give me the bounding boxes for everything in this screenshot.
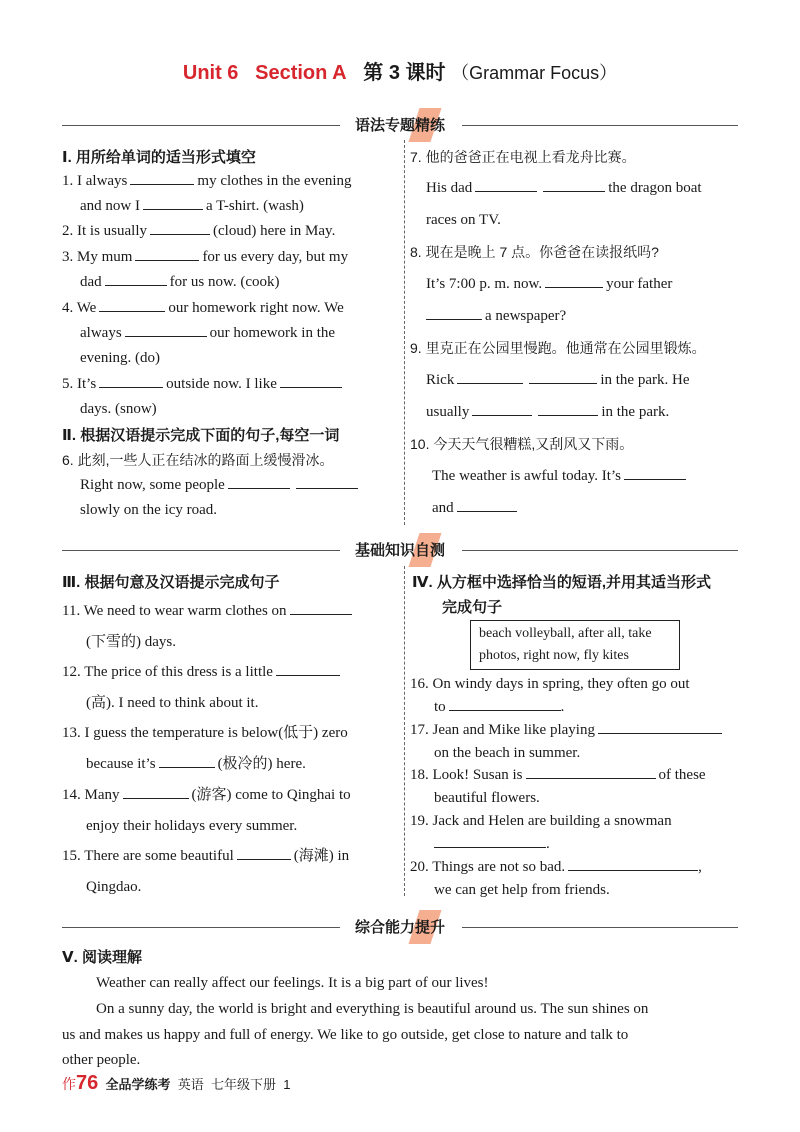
- lesson-label: 第 3 课时: [363, 62, 446, 84]
- section-banner-grammar: 语法专题精练: [354, 117, 445, 134]
- q18-line2: beautiful flowers.: [434, 790, 540, 806]
- q13-blank[interactable]: [159, 753, 215, 768]
- q5-line1: 5. It’s outside now. I like: [62, 373, 345, 395]
- q10-line2: and: [432, 497, 520, 519]
- q10-blank-2[interactable]: [457, 497, 517, 512]
- q8-chinese: 8. 现在是晚上 7 点。你爸爸在读报纸吗?: [410, 244, 659, 260]
- part2-heading: Ⅱ. 根据汉语提示完成下面的句子,每空一词: [62, 427, 340, 444]
- q9-blank-4[interactable]: [538, 401, 598, 416]
- q19-line2: .: [434, 833, 550, 855]
- phrase-box-line1: beach volleyball, after all, take: [479, 626, 652, 641]
- part4-heading-cont: 完成句子: [442, 599, 503, 616]
- q8-blank-1[interactable]: [545, 273, 603, 288]
- banner-rule-left: [62, 550, 340, 551]
- banner-rule-left: [62, 927, 340, 928]
- q2-line: 2. It is usually (cloud) here in May.: [62, 220, 335, 242]
- reading-para1: Weather can really affect our feelings. It is a big part of our lives!: [96, 975, 489, 991]
- q11-blank[interactable]: [290, 600, 352, 615]
- phrase-box: [470, 620, 680, 670]
- reading-para2-line3: other people.: [62, 1052, 141, 1068]
- q4-line2: always our homework in the: [80, 322, 335, 344]
- q10-blank-1[interactable]: [624, 465, 686, 480]
- q15-line1: 15. There are some beautiful (海滩) in: [62, 845, 349, 867]
- q7-blank-1[interactable]: [475, 177, 537, 192]
- q4-line1: 4. We our homework right now. We: [62, 297, 344, 319]
- q14-line2: enjoy their holidays every summer.: [86, 818, 298, 834]
- q12-blank[interactable]: [276, 661, 340, 676]
- banner-rule-right: [462, 550, 738, 551]
- q1-blank-1[interactable]: [130, 170, 194, 185]
- section-banner-basics: 基础知识自测: [354, 542, 445, 559]
- q5-line2: days. (snow): [80, 401, 157, 417]
- page-title: [0, 56, 800, 85]
- q5-blank-1[interactable]: [99, 373, 163, 388]
- footer-grade: 七年级下册: [210, 1077, 276, 1092]
- q4-line3: evening. (do): [80, 350, 160, 366]
- q9-chinese: 9. 里克正在公园里慢跑。他通常在公园里锻炼。: [410, 340, 706, 356]
- unit-label: Unit 6: [182, 62, 239, 84]
- q4-blank-2[interactable]: [125, 322, 207, 337]
- q12-line1: 12. The price of this dress is a little: [62, 661, 343, 683]
- footer-prefix: 作: [62, 1076, 76, 1092]
- q7-blank-2[interactable]: [543, 177, 605, 192]
- q16-line1: 16. On windy days in spring, they often go out: [410, 676, 690, 692]
- q16-blank[interactable]: [449, 696, 561, 711]
- q10-line1: The weather is awful today. It’s: [432, 465, 689, 487]
- q8-line1: It’s 7:00 p. m. now. your father: [426, 273, 672, 295]
- banner-rule-left: [62, 125, 340, 126]
- q13-line2: because it’s (极冷的) here.: [86, 753, 306, 775]
- q18-line1: 18. Look! Susan is of these: [410, 764, 706, 786]
- q16-line2: to .: [434, 696, 564, 718]
- q20-line2: we can get help from friends.: [434, 882, 610, 898]
- part4-heading: Ⅳ. 从方框中选择恰当的短语,并用其适当形式: [412, 574, 711, 591]
- footer-book: 全品学练考: [105, 1077, 171, 1092]
- q9-line2: usually in the park.: [426, 401, 669, 423]
- q7-chinese: 7. 他的爸爸正在电视上看龙舟比赛。: [410, 149, 636, 165]
- q10-chinese: 10. 今天天气很糟糕,又刮风又下雨。: [410, 436, 634, 452]
- q6-blank-1[interactable]: [228, 474, 290, 489]
- part1-heading: Ⅰ. 用所给单词的适当形式填空: [62, 149, 256, 166]
- q1-blank-2[interactable]: [143, 195, 203, 210]
- q12-line2: (高). I need to think about it.: [86, 695, 259, 711]
- q8-line2: a newspaper?: [426, 305, 566, 327]
- q3-blank-2[interactable]: [105, 271, 167, 286]
- phrase-box-line2: photos, right now, fly kites: [479, 648, 629, 663]
- q9-line1: Rick in the park. He: [426, 369, 689, 391]
- focus-label: （Grammar Focus）: [451, 63, 618, 83]
- section-banner-advanced: 综合能力提升: [354, 919, 445, 936]
- q6-line2: slowly on the icy road.: [80, 502, 218, 518]
- part3-heading: Ⅲ. 根据句意及汉语提示完成句子: [62, 574, 280, 591]
- footer-subject: 英语: [177, 1077, 204, 1092]
- footer-num: 1: [283, 1077, 291, 1092]
- q14-line1: 14. Many (游客) come to Qinghai to: [62, 784, 351, 806]
- reading-para2-line2: us and makes us happy and full of energy. We like to go outside, get close to nature and talk to: [62, 1027, 629, 1043]
- q17-line2: on the beach in summer.: [434, 745, 581, 761]
- q7-line1: His dad the dragon boat: [426, 177, 702, 199]
- q3-line1: 3. My mum for us every day, but my: [62, 246, 348, 268]
- q6-blank-2[interactable]: [296, 474, 358, 489]
- q15-blank[interactable]: [237, 845, 291, 860]
- q15-line2: Qingdao.: [86, 879, 142, 895]
- banner-rule-right: [462, 927, 738, 928]
- column-divider: [404, 140, 405, 525]
- q6-line1: Right now, some people: [80, 474, 361, 496]
- q11-line2: (下雪的) days.: [86, 634, 176, 650]
- q20-line1: 20. Things are not so bad. ,: [410, 856, 702, 878]
- q14-blank[interactable]: [123, 784, 189, 799]
- q8-blank-2[interactable]: [426, 305, 482, 320]
- q2-blank[interactable]: [150, 220, 210, 235]
- q17-blank[interactable]: [598, 719, 722, 734]
- q17-line1: 17. Jean and Mike like playing: [410, 719, 725, 741]
- section-label: Section A: [255, 62, 347, 84]
- q7-line2: races on TV.: [426, 212, 501, 228]
- q3-line2: dad for us now. (cook): [80, 271, 280, 293]
- q3-blank-1[interactable]: [135, 246, 199, 261]
- reading-para2-line1: On a sunny day, the world is bright and everything is beautiful around us. The sun shines on: [96, 1001, 649, 1017]
- page-number: 76: [76, 1072, 99, 1094]
- q19-blank[interactable]: [434, 833, 546, 848]
- footer: [62, 1072, 290, 1095]
- q9-blank-2[interactable]: [529, 369, 597, 384]
- q5-blank-2[interactable]: [280, 373, 342, 388]
- q18-blank[interactable]: [526, 764, 656, 779]
- q20-blank[interactable]: [568, 856, 698, 871]
- q6-chinese: 6. 此刻,一些人正在结冰的路面上缓慢滑冰。: [62, 452, 334, 468]
- q1-line1: 1. I always my clothes in the evening: [62, 170, 352, 192]
- q1-line2: and now I a T-shirt. (wash): [80, 195, 304, 217]
- q9-blank-3[interactable]: [472, 401, 532, 416]
- q11-line1: 11. We need to wear warm clothes on: [62, 600, 355, 622]
- q4-blank-1[interactable]: [99, 297, 165, 312]
- banner-rule-right: [462, 125, 738, 126]
- q13-line1: 13. I guess the temperature is below(低于) zero: [62, 725, 348, 741]
- part5-heading: Ⅴ. 阅读理解: [62, 949, 142, 966]
- q19-line1: 19. Jack and Helen are building a snowman: [410, 813, 672, 829]
- column-divider: [404, 566, 405, 896]
- q9-blank-1[interactable]: [457, 369, 523, 384]
